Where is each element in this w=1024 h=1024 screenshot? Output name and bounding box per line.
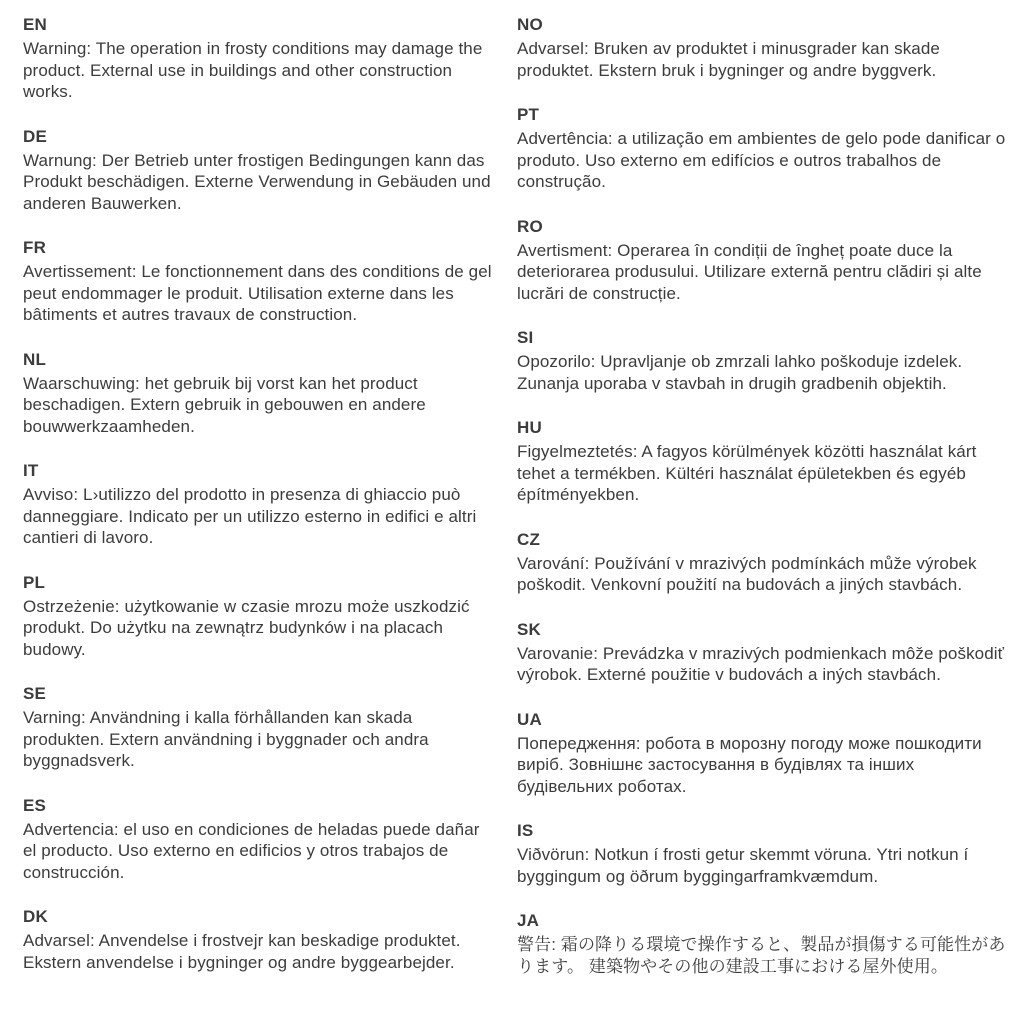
warning-text-dk: Advarsel: Anvendelse i frostvejr kan beskadige produktet. Ekstern anvendelse i bygninger og andre byggearbejder. <box>23 931 461 972</box>
warning-section-dk <box>23 906 493 973</box>
warning-section-de <box>23 126 493 215</box>
warning-text-ro: Avertisment: Operarea în condiții de îngheț poate duce la deteriorarea produsului. Utilizare externă pentru clădiri și alte lucrări de construcție. <box>517 240 982 303</box>
warning-section-ua <box>517 709 1011 798</box>
warning-section-ro <box>517 216 1011 305</box>
language-code-de: DE <box>23 126 48 146</box>
language-code-sk: SK <box>517 619 542 639</box>
warning-text-hu: Figyelmeztetés: A fagyos körülmények közötti használat kárt tehet a termékben. Kültéri használat épületekben és egyéb építményekben. <box>517 442 977 504</box>
warning-section-is <box>517 820 1011 887</box>
warning-text-de: Warnung: Der Betrieb unter frostigen Bedingungen kann das Produkt beschädigen. Externe Verwendung in Gebäuden und anderen Bauwerken. <box>23 150 491 213</box>
warning-text-is: Viðvörun: Notkun í frosti getur skemmt vöruna. Ytri notkun í byggingum og öðrum byggingarframkvæmdum. <box>517 845 969 886</box>
warning-section-fr <box>23 237 493 326</box>
warning-section-sk <box>517 619 1011 686</box>
language-code-en: EN <box>23 15 48 34</box>
warning-section-cz <box>517 529 1011 596</box>
warning-text-se: Varning: Användning i kalla förhållanden kan skada produkten. Extern användning i byggnader och andra byggnadsverk. <box>23 708 429 770</box>
language-code-hu: HU <box>517 418 542 437</box>
warning-text-si: Opozorilo: Upravljanje ob zmrzali lahko poškoduje izdelek. Zunanja uporaba v stavbah in drugih gradbenih objektih. <box>517 352 963 393</box>
warning-section-pl <box>23 572 493 661</box>
language-code-no: NO <box>517 15 543 34</box>
language-code-it: IT <box>23 461 39 480</box>
warning-section-es <box>23 795 493 884</box>
warning-text-cz: Varování: Používání v mrazivých podmínkách může výrobek poškodit. Venkovní použití na budovách a jiných stavbách. <box>517 553 977 594</box>
warning-text-ua: Попередження: робота в морозну погоду може пошкодити виріб. Зовнішнє застосування в будівлях та інших будівельних роботах. <box>517 733 982 796</box>
warning-section-pt <box>517 104 1011 193</box>
language-code-se: SE <box>23 684 47 703</box>
right-column <box>517 14 1011 1000</box>
warning-text-pl: Ostrzeżenie: użytkowanie w czasie mrozu może uszkodzić produkt. Do użytku na zewnątrz budynków i na placach budowy. <box>23 596 470 659</box>
warning-section-it <box>23 460 493 549</box>
warning-section-en <box>23 14 493 103</box>
language-code-pt: PT <box>517 105 540 124</box>
language-code-dk: DK <box>23 907 48 926</box>
warning-text-en: Warning: The operation in frosty conditions may damage the product. External use in buildings and other construction works. <box>23 39 483 101</box>
warning-text-sk: Varovanie: Prevádzka v mrazivých podmienkach môže poškodiť výrobok. Externé použitie v budovách a iných stavbách. <box>517 643 1005 684</box>
warning-text-nl: Waarschuwing: het gebruik bij vorst kan het product beschadigen. Extern gebruik in gebouwen en andere bouwwerkzaamheden. <box>23 373 426 436</box>
language-code-ro: RO <box>517 216 543 236</box>
language-code-cz: CZ <box>517 529 541 549</box>
warning-text-ja: 警告: 霜の降りる環境で操作すると、製品が損傷する可能性があります。 建築物やその他の建設工事における屋外使用。 <box>517 935 1006 976</box>
warning-section-ja <box>517 910 1011 977</box>
language-code-si: SI <box>517 328 534 347</box>
warning-text-es: Advertencia: el uso en condiciones de heladas puede dañar el producto. Uso externo en edificios y otros trabajos de construcción. <box>23 819 480 882</box>
language-code-nl: NL <box>23 349 47 369</box>
warning-text-no: Advarsel: Bruken av produktet i minusgrader kan skade produktet. Ekstern bruk i bygninger og andre byggverk. <box>517 39 940 80</box>
warning-text-fr: Avertissement: Le fonctionnement dans des conditions de gel peut endommager le produit. Utilisation externe dans les bâtiments et autres travaux de construction. <box>23 262 492 324</box>
language-code-pl: PL <box>23 572 46 592</box>
language-code-ja: JA <box>517 911 540 930</box>
language-code-fr: FR <box>23 238 47 257</box>
warning-text-pt: Advertência: a utilização em ambientes de gelo pode danificar o produto. Uso externo em edifícios e outros trabalhos de construção. <box>517 129 1006 191</box>
warning-section-no <box>517 14 1011 81</box>
warning-text-it: Avviso: L›utilizzo del prodotto in presenza di ghiaccio può danneggiare. Indicato per un utilizzo esterno in edifici e altri cantieri di lavoro. <box>23 485 477 547</box>
warning-section-si <box>517 327 1011 394</box>
language-code-is: IS <box>517 821 534 840</box>
left-column <box>23 14 493 1000</box>
warning-section-hu <box>517 417 1011 506</box>
language-code-es: ES <box>23 795 47 815</box>
warning-section-nl <box>23 349 493 438</box>
warning-section-se <box>23 683 493 772</box>
language-code-ua: UA <box>517 709 542 729</box>
